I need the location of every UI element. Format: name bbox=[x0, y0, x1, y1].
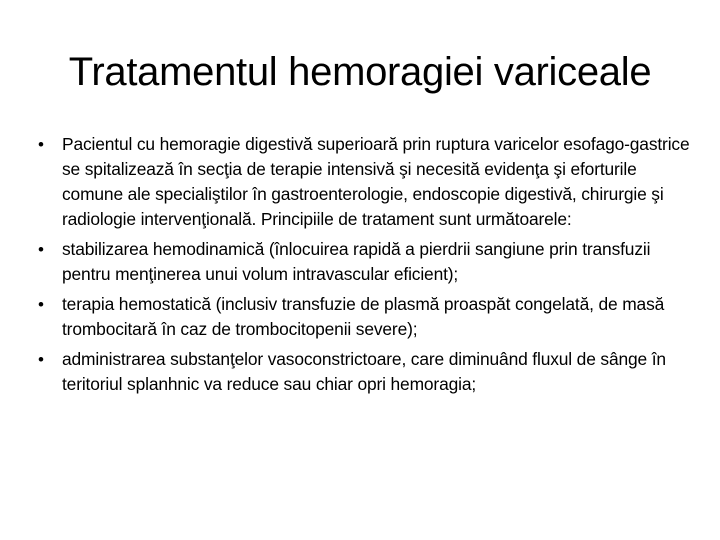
bullet-text: Pacientul cu hemoragie digestivă superioară prin ruptura varicelor esofago-gastrice se spitalizează în secţia de terapie intensivă şi necesită evidenţa şi eforturile comune ale specialiştilor în gastroenterologie, endoscopie digestivă, chirurgie şi radiologie intervenţională. Principiile de tratament sunt următoarele: bbox=[62, 134, 690, 229]
bullet-item bbox=[36, 347, 696, 397]
bullet-text: stabilizarea hemodinamică (înlocuirea rapidă a pierdrii sangiune prin transfuzii pentru menţinerea unui volum intravascular eficient); bbox=[62, 239, 651, 284]
bullet-marker: • bbox=[38, 350, 44, 369]
bullet-item bbox=[36, 292, 696, 342]
bullet-text: terapia hemostatică (inclusiv transfuzie de plasmă proaspăt congelată, de masă trombocitară în caz de trombocitopenii severe); bbox=[62, 294, 665, 339]
slide-title: Tratamentul hemoragiei variceale bbox=[68, 50, 652, 94]
bullet-item bbox=[36, 237, 696, 287]
bullet-text: administrarea substanţelor vasoconstrictoare, care diminuând fluxul de sânge în teritoriul splanhnic va reduce sau chiar opri hemoragia; bbox=[62, 349, 666, 394]
bullet-marker: • bbox=[38, 295, 44, 314]
bullet-list bbox=[36, 132, 696, 402]
bullet-item bbox=[36, 132, 696, 232]
bullet-marker: • bbox=[38, 135, 44, 154]
bullet-marker: • bbox=[38, 240, 44, 259]
